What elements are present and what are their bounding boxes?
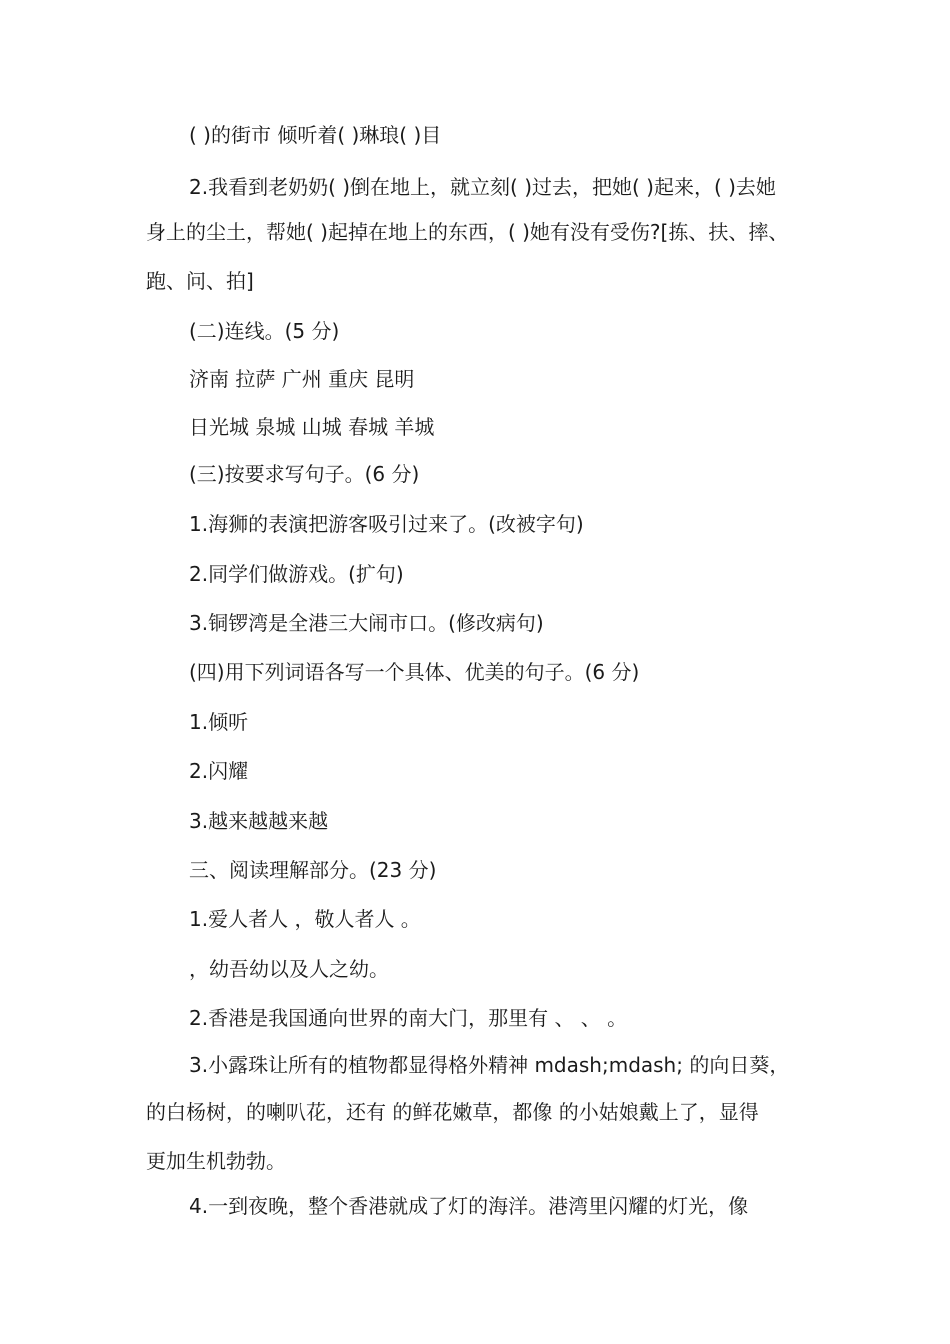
text-line-21: 的白杨树，的喇叭花，还有 的鲜花嫩草，都像 的小姑娘戴上了，显得 <box>146 1100 759 1124</box>
text-line-3: 身上的尘土，帮她( )起掉在地上的东西，( )她有没有受伤?[拣、扶、摔、 <box>146 220 789 244</box>
text-line-8: (三)按要求写句子。(6 分) <box>189 462 420 486</box>
text-line-18: ，幼吾幼以及人之幼。 <box>189 957 389 981</box>
text-line-17: 1.爱人者人 ，敬人者人 。 <box>189 907 421 931</box>
text-line-23: 4.一到夜晚，整个香港就成了灯的海洋。港湾里闪耀的灯光，像 <box>189 1194 749 1218</box>
text-line-13: 1.倾听 <box>189 710 249 734</box>
text-line-1: ( )的街市 倾听着( )琳琅( )目 <box>189 123 442 147</box>
text-line-11: 3.铜锣湾是全港三大闹市口。(修改病句) <box>189 611 544 635</box>
text-line-22: 更加生机勃勃。 <box>146 1149 286 1173</box>
text-line-4: 跑、问、拍] <box>146 269 254 293</box>
text-line-14: 2.闪耀 <box>189 759 249 783</box>
text-line-16: 三、阅读理解部分。(23 分) <box>189 858 437 882</box>
text-line-20: 3.小露珠让所有的植物都显得格外精神 mdash;mdash; 的向日葵， <box>189 1053 790 1077</box>
text-line-5: (二)连线。(5 分) <box>189 319 340 343</box>
text-line-15: 3.越来越越来越 <box>189 809 329 833</box>
text-line-12: (四)用下列词语各写一个具体、优美的句子。(6 分) <box>189 660 640 684</box>
text-line-9: 1.海狮的表演把游客吸引过来了。(改被字句) <box>189 512 584 536</box>
text-line-10: 2.同学们做游戏。(扩句) <box>189 562 404 586</box>
text-line-19: 2.香港是我国通向世界的南大门，那里有 、 、 。 <box>189 1006 628 1030</box>
text-line-7: 日光城 泉城 山城 春城 羊城 <box>189 415 435 439</box>
text-line-6: 济南 拉萨 广州 重庆 昆明 <box>189 367 415 391</box>
text-line-2: 2.我看到老奶奶( )倒在地上，就立刻( )过去，把她( )起来，( )去她 <box>189 175 776 199</box>
